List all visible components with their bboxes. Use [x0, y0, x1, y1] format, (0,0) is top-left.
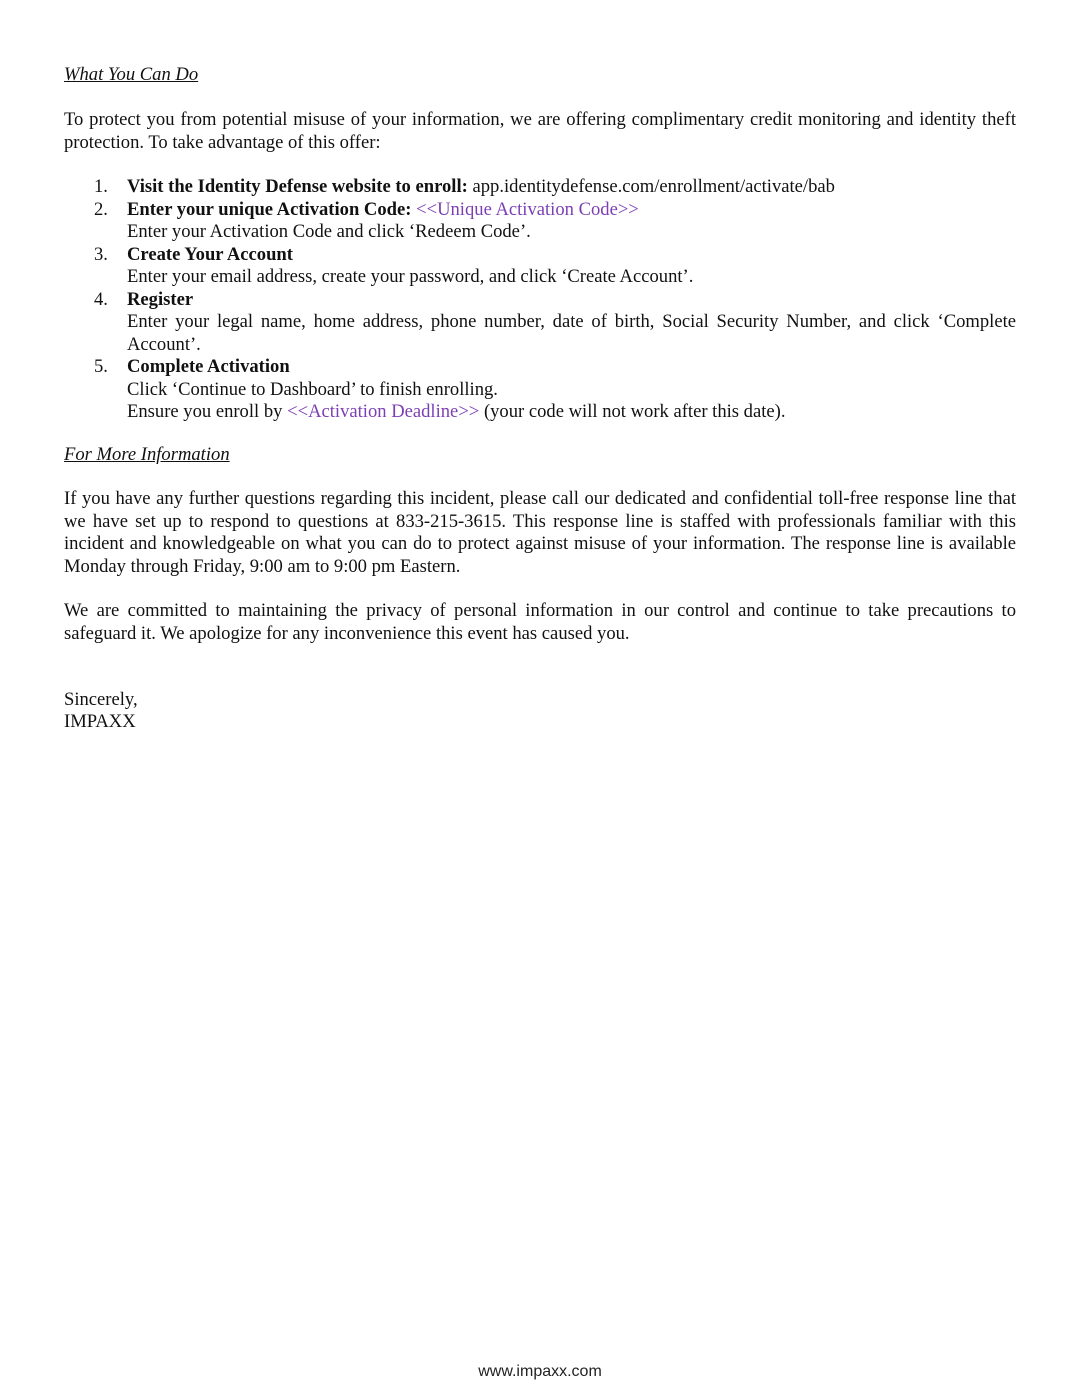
step-1 — [94, 176, 1016, 199]
step-4 — [94, 289, 1016, 357]
step-detail: Enter your Activation Code and click ‘Redeem Code’. — [127, 221, 531, 242]
footer-website: www.impaxx.com — [478, 1363, 602, 1380]
step-detail: Enter your email address, create your password, and click ‘Create Account’. — [127, 266, 694, 287]
step-number: 2. — [94, 198, 108, 220]
step-title: Enter your unique Activation Code: — [127, 198, 412, 220]
step-5 — [94, 356, 1016, 424]
step-detail: Click ‘Continue to Dashboard’ to finish enrolling. — [127, 378, 498, 400]
signer-name: IMPAXX — [64, 711, 136, 732]
activation-code-placeholder: <<Unique Activation Code>> — [416, 198, 639, 220]
step-3 — [94, 244, 1016, 289]
response-line-paragraph: If you have any further questions regarding this incident, please call our dedicated and confidential toll-free response line that we have set up to respond to questions at 833-215-3615. This response line is staffed with professionals familiar with this incident and knowledgeable on what you can do to protect against misuse of your information. The response line is available Monday through Friday, 9:00 am to 9:00 pm Eastern. — [64, 488, 1016, 577]
step-title: Register — [127, 288, 194, 310]
step-title: Visit the Identity Defense website to enroll: — [127, 176, 468, 197]
step-number: 1. — [94, 176, 108, 197]
privacy-commitment-paragraph: We are committed to maintaining the privacy of personal information in our control and continue to take precautions to safeguard it. We apologize for any inconvenience this event has caused you. — [64, 600, 1016, 644]
step-title: Complete Activation — [127, 356, 290, 377]
section-heading-more-information: For More Information — [64, 444, 230, 465]
enrollment-steps-list — [94, 176, 1016, 424]
intro-paragraph: To protect you from potential misuse of your information, we are offering complimentary credit monitoring and identity theft protection. To take advantage of this offer: — [64, 109, 1016, 153]
activation-deadline-placeholder: <<Activation Deadline>> — [287, 401, 480, 422]
enrollment-url: app.identitydefense.com/enrollment/activate/bab — [467, 176, 835, 197]
step-number: 3. — [94, 243, 108, 265]
enrollment-deadline-line — [127, 401, 1016, 424]
deadline-suffix: (your code will not work after this date). — [479, 401, 786, 422]
step-detail: Enter your legal name, home address, phone number, date of birth, Social Security Number, and click ‘Complete Account’. — [127, 311, 1016, 355]
step-number: 4. — [94, 288, 108, 310]
deadline-prefix: Ensure you enroll by — [127, 401, 288, 422]
section-heading-what-you-can-do: What You Can Do — [64, 64, 199, 85]
step-number: 5. — [94, 356, 108, 377]
step-title: Create Your Account — [127, 243, 293, 265]
closing-salutation: Sincerely, — [64, 689, 138, 710]
step-2 — [94, 199, 1016, 244]
